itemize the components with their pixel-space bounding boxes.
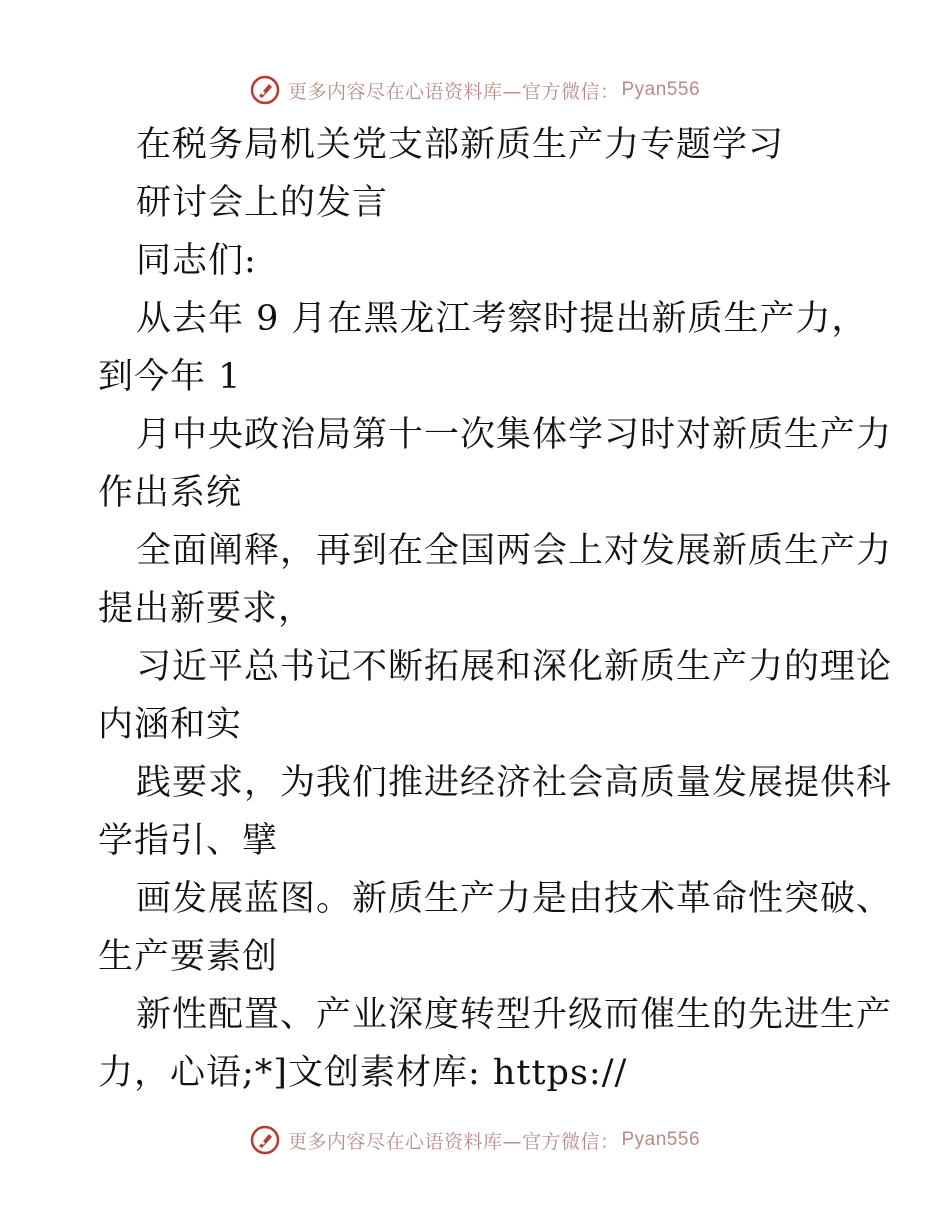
text-line: 新性配置、产业深度转型升级而催生的先进生产 <box>136 995 893 1035</box>
pen-nib-logo-icon <box>250 1125 280 1155</box>
text-line: 内涵和实 <box>98 705 243 745</box>
banner-wechat-id: Pyan556 <box>621 1129 701 1150</box>
document-body <box>98 116 893 1102</box>
text-line: 践要求，为我们推进经济社会高质量发展提供科 <box>136 763 893 803</box>
text-line: 从去年 9 月在黑龙江考察时提出新质生产力， <box>136 299 868 339</box>
text-line: 力，心语;*]文创素材库: https:// <box>98 1053 628 1093</box>
banner-text: 更多内容尽在心语资料库—官方微信： <box>287 1130 620 1153</box>
text-line: 生产要素创 <box>98 937 279 977</box>
banner-wechat-id: Pyan556 <box>621 79 701 100</box>
text-line: 提出新要求， <box>98 589 315 629</box>
text-line: 作出系统 <box>98 473 243 513</box>
text-line: 到今年 1 <box>98 357 242 397</box>
text-line: 月中央政治局第十一次集体学习时对新质生产力 <box>136 415 893 455</box>
text-line: 画发展蓝图。新质生产力是由技术革命性突破、 <box>136 879 893 919</box>
header-watermark-banner <box>0 68 950 112</box>
text-line: 研讨会上的发言 <box>136 183 389 223</box>
text-line: 全面阐释，再到在全国两会上对发展新质生产力 <box>136 531 893 571</box>
text-line: 在税务局机关党支部新质生产力专题学习 <box>136 125 785 165</box>
footer-watermark-banner <box>0 1118 950 1162</box>
pen-nib-logo-icon <box>250 75 280 105</box>
banner-text: 更多内容尽在心语资料库—官方微信： <box>287 80 620 103</box>
text-line: 习近平总书记不断拓展和深化新质生产力的理论 <box>136 647 893 687</box>
text-line: 同志们: <box>136 241 257 281</box>
text-line: 学指引、擘 <box>98 821 279 861</box>
